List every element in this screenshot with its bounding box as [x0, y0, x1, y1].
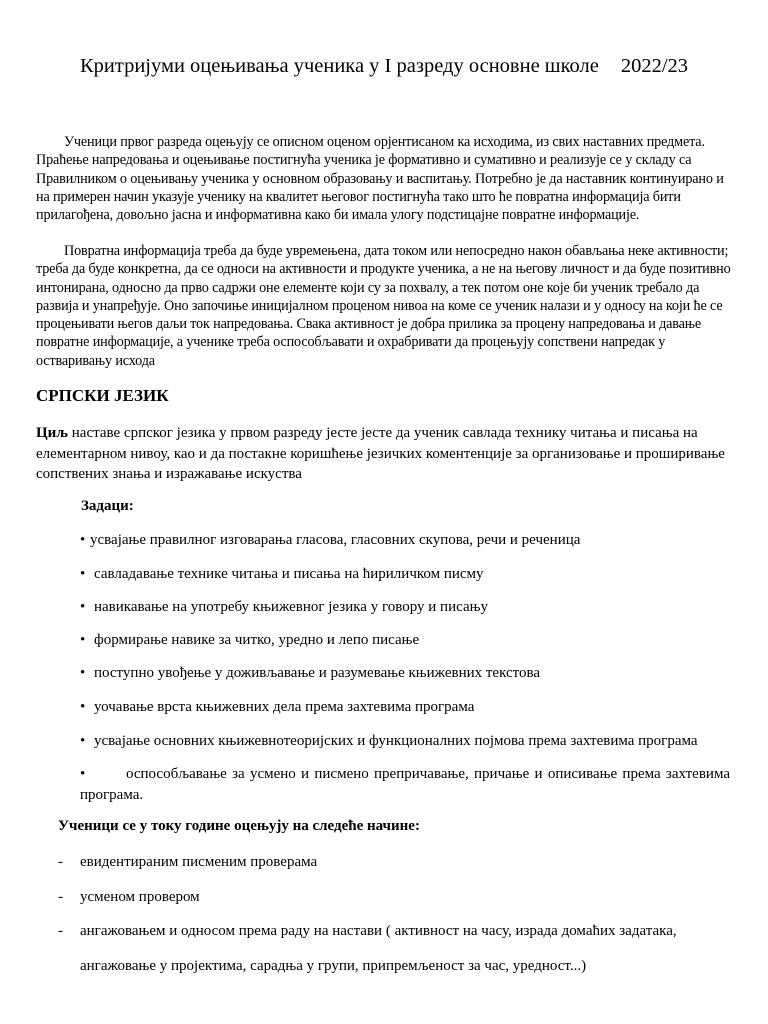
list-item: [58, 887, 738, 908]
assessment-heading: Ученици се у току године оцењују на следеће начине:: [58, 818, 420, 834]
tasks-label: Задаци:: [81, 498, 134, 514]
list-item: [80, 764, 730, 805]
goal-paragraph: [36, 423, 731, 485]
bullet-icon: •: [80, 733, 86, 749]
list-item: [80, 597, 730, 618]
list-item: [80, 630, 730, 651]
list-item: [80, 530, 730, 551]
list-item-text: навикавање на употребу књижевног језика у говору и писању: [94, 599, 488, 615]
list-item: [80, 731, 730, 752]
list-item-text: уочавање врста књижевних дела према захтевима програма: [94, 699, 475, 715]
bullet-icon: •: [80, 599, 86, 615]
intro-paragraph-2: Повратна информација треба да буде увремењена, дата током или непосредно након обављања неке активности; треба да буде конкретна, да се односи на активности и продукте ученика, а не на његову личност и да буде позитивно интонирана, односно да прво садржи оне елементе који су за похвалу, а тек потом оне које би ученик требало да развија и унапређује. Оно започиње иницијалном проценом нивоа на коме се ученик налази и у односу на који ће се процењивати његов даљи ток напредовања. Свака активност је добра прилика за процену напредовања и давање повратне информације, а ученике треба оспособљавати и охрабривати да процењују сопствени напредак у остваривању исхода: [36, 243, 731, 369]
dash-icon: -: [58, 854, 63, 870]
assessment-continuation: ангажовање у пројектима, сарадња у групи, припремљеност за час, уредност...): [80, 958, 587, 974]
document-title: Критријуми оцењивања ученика у I разреду основне школе: [79, 55, 599, 77]
list-item-text: усменом провером: [80, 889, 200, 905]
dash-icon: -: [58, 923, 63, 939]
bullet-icon: •: [80, 699, 86, 715]
bullet-icon: •: [80, 665, 86, 681]
list-item: [58, 852, 738, 873]
list-item-text: евидентираним писменим проверама: [80, 854, 318, 870]
school-year: 2022/23: [620, 55, 689, 77]
list-item: [80, 697, 730, 718]
list-item: [80, 564, 730, 585]
document-title-line: [0, 55, 768, 78]
section-heading: СРПСКИ ЈЕЗИК: [36, 386, 169, 405]
bullet-icon: •: [80, 532, 86, 548]
bullet-icon: •: [80, 632, 86, 648]
goal-text: наставе српског језика у првом разреду јесте јесте да ученик савлада технику читања и писања на елементарном нивоу, као и да постакне коришћење језичких коментенције за организовање и проширивање сопствених знања и изражавање искуства: [36, 425, 725, 482]
list-item-text: ангажовањем и односом према раду на настави ( активност на часу, израда домаћих задатака,: [80, 923, 677, 939]
bullet-icon: •: [80, 566, 86, 582]
goal-label: Циљ: [36, 425, 69, 441]
intro-paragraph-1: Ученици првог разреда оцењују се описном оценом орјентисаном ка исходима, из свих наставних предмета. Праћење напредовања и оцењивање постигнућа ученика је формативно и сумативно и реализује се у складу са Правилником о оцењивању ученика у основном образовању и васпитању. Потребно је да наставник континуирано и на примерен начин указује ученику на квалитет његовог постигнућа тако што ће повратна информација бити прилагођена, довољно јасна и информативна како би имала улогу подстицајне повратне информације.: [36, 134, 724, 224]
list-item-text: усвајање основних књижевнотеоријских и функционалних појмова према захтевима програма: [94, 733, 698, 749]
list-item-text: поступно увођење у доживљавање и разумевање књижевних текстова: [94, 665, 541, 681]
list-item: [80, 663, 730, 684]
list-item-text: формирање навике за читко, уредно и лепо писање: [94, 632, 420, 648]
list-item: [58, 921, 738, 942]
dash-icon: -: [58, 889, 63, 905]
bullet-icon: •: [80, 766, 86, 782]
list-item-text: оспособљавање за усмено и писмено препричавање, причање и описивање према захтевима програма.: [80, 766, 730, 803]
list-item-text: усвајање правилног изговарања гласова, гласовних скупова, речи и реченица: [90, 532, 581, 548]
list-item-text: савладавање технике читања и писања на ћириличком писму: [94, 566, 484, 582]
